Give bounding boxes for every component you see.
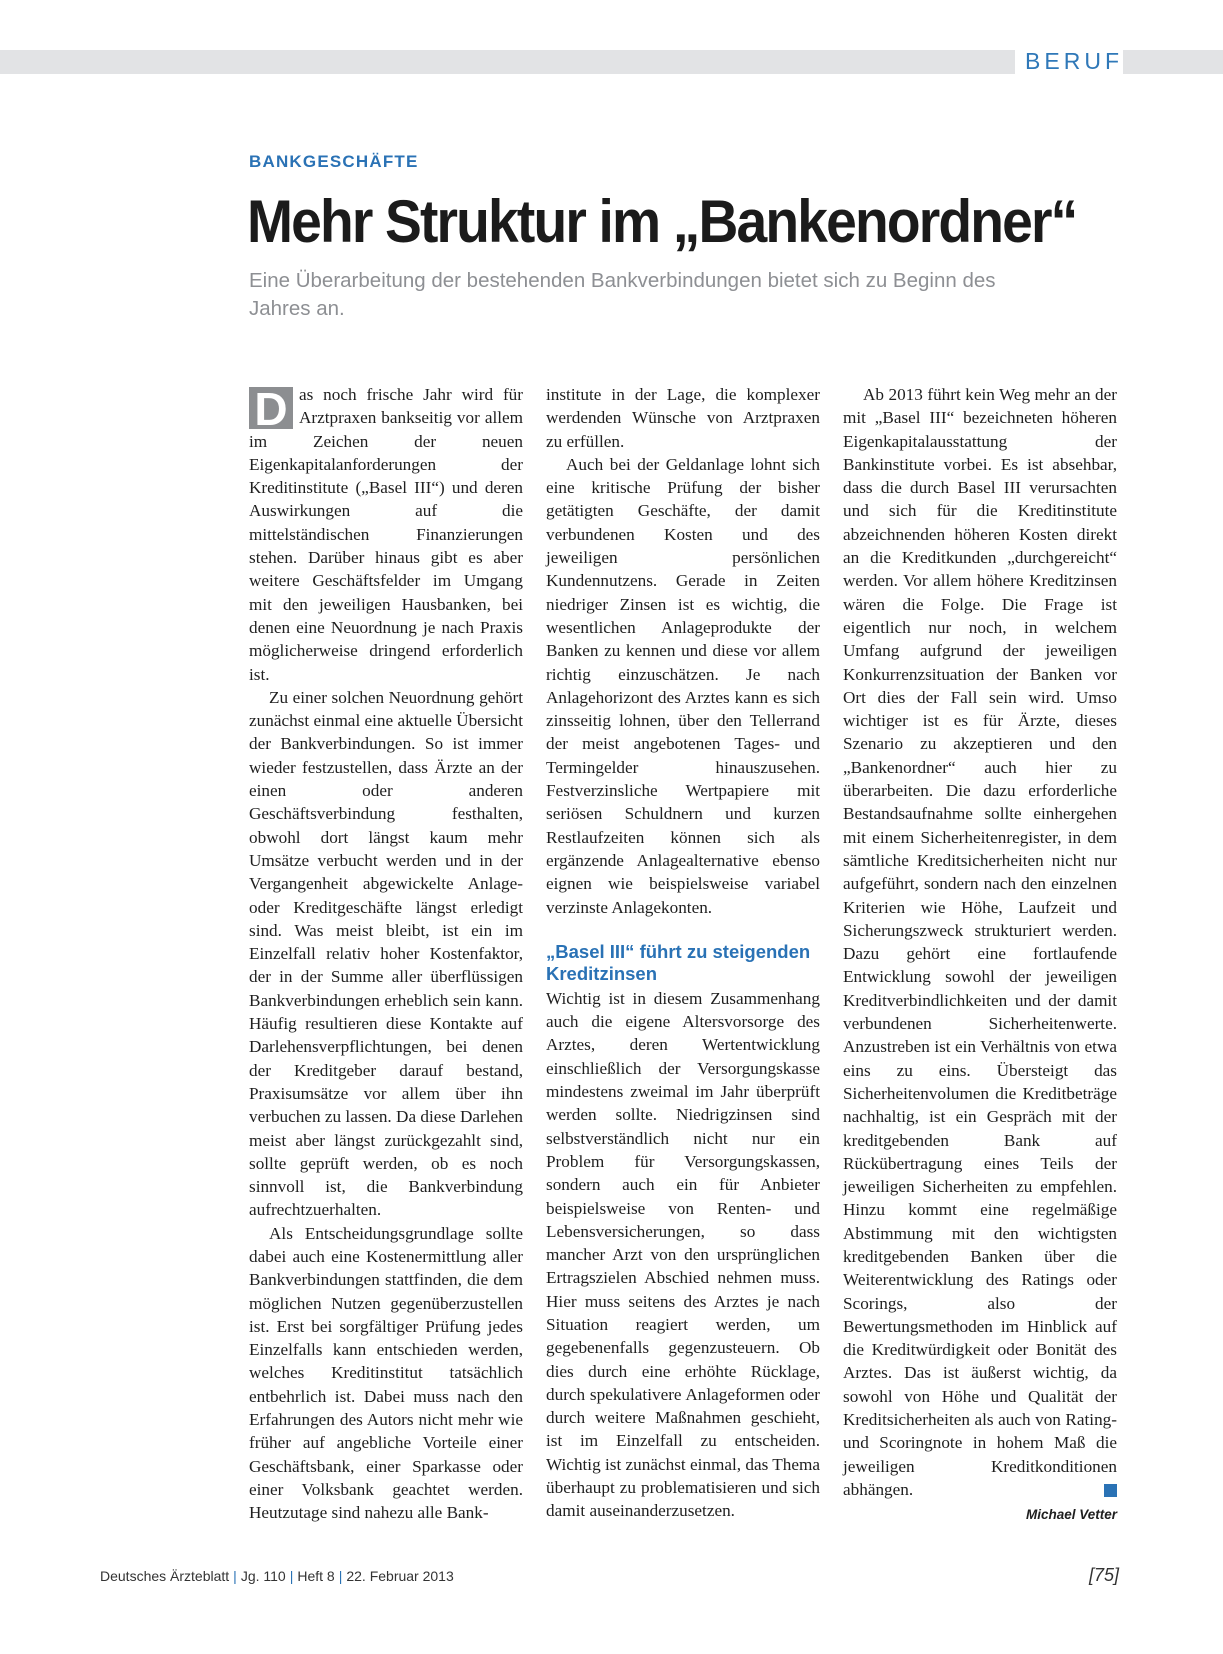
footer-citation — [100, 1568, 454, 1584]
section-label: BERUF — [1015, 46, 1123, 76]
paragraph — [249, 383, 523, 686]
section-subheading: „Basel III“ führt zu steigenden Kreditzinsen — [546, 940, 811, 984]
publication-date: 22. Februar 2013 — [346, 1568, 454, 1584]
column-3 — [843, 383, 1117, 1527]
volume: Jg. 110 — [240, 1568, 286, 1584]
separator: | — [233, 1568, 237, 1584]
separator: | — [289, 1568, 294, 1584]
column-1 — [249, 383, 523, 1525]
paragraph: Zu einer solchen Neuordnung gehört zunächst einmal eine aktuelle Übersicht der Bankverbindungen. So ist immer wieder festzustellen, dass Ärzte an der einen oder anderen Geschäftsverbindung festhalten, obwohl dort längst kaum mehr Umsätze verbucht werden und in der Vergangenheit abgewickelte Anlage- oder Kreditgeschäfte längst erledigt sind. Was meist bleibt, ist ein im Einzelfall relativ hoher Kostenfaktor, der in der Summe aller überflüssigen Bankverbindungen erheblich sein kann. Häufig resultieren diese Kontakte auf Darlehensverpflichtungen, bei denen der Kreditgeber darauf bestand, Praxisumsätze vor allem über ihn verbuchen zu lassen. Da diese Darlehen meist aber längst zurückgezahlt sind, sollte geprüft werden, ob es noch sinnvoll ist, die Bankverbindung aufrechtzuerhalten. — [249, 687, 523, 1220]
article-kicker: BANKGESCHÄFTE — [249, 152, 419, 171]
article-subtitle: Eine Überarbeitung der bestehenden Bankverbindungen bietet sich zu Beginn des Jahres an. — [249, 269, 996, 320]
paragraph-text: as noch frische Jahr wird für Arztpraxen bankseitig vor allem im Zeichen der neuen Eigenkapitalanforderungen der Kreditinstitute („Basel III“) und deren Auswirkungen auf die mittelständischen Finanzierungen stehen. Darüber hinaus gibt es aber weitere Geschäftsfelder im Umgang mit den jeweiligen Hausbanken, bei denen eine Neuordnung je nach Praxis möglicherweise dringend erforderlich ist. — [249, 385, 523, 684]
page-number: [75] — [1088, 1565, 1119, 1585]
paragraph: Wichtig ist in diesem Zusammenhang auch die eigene Altersvorsorge des Arztes, deren Wertentwicklung einschließlich der Versorgungskasse mindestens zweimal im Jahr überprüft werden sollte. Niedrigzinsen sind selbstverständlich nicht nur ein Problem für Versorgungskassen, sondern auch ein für Anbieter beispielsweise von Renten- und Lebensversicherungen, so dass mancher Arzt von den ursprünglichen Ertragszielen Abschied nehmen muss. Hier muss seitens des Arztes je nach Situation reagiert werden, um gegebenenfalls gegenzusteuern. Ob dies durch eine erhöhte Rücklage, durch spekulativere Anlageformen oder durch weitere Maßnahmen geschieht, ist im Einzelfall zu entscheiden. Wichtig ist zunächst einmal, das Thema überhaupt zu problematisieren und sich damit auseinanderzusetzen. — [546, 988, 820, 1521]
paragraph — [843, 383, 1117, 1501]
end-of-article-mark — [1104, 1484, 1117, 1497]
separator: | — [338, 1568, 343, 1584]
paragraph: Auch bei der Geldanlage lohnt sich eine kritische Prüfung der bisher getätigten Geschäfte, der damit verbundenen Kosten und des jeweiligen persönlichen Kundennutzens. Gerade in Zeiten niedriger Zinsen ist es wichtig, die wesentlichen Anlageprodukte der Banken zu kennen und diese vor allem richtig einzuschätzen. Je nach Anlagehorizont des Arztes kann es sich zinsseitig lohnen, über den Tellerrand der meist angebotenen Tages- und Termingelder hinauszusehen. Festverzinsliche Wertpapiere mit seriösen Schuldnern und kurzen Restlaufzeiten können sich als ergänzende Anlagealternative ebenso eignen wie beispielsweise variabel verzinste Anlagekonten. — [546, 454, 820, 917]
journal-name: Deutsches Ärzteblatt — [100, 1568, 230, 1584]
paragraph: institute in der Lage, die komplexer werdenden Wünsche von Arztpraxen zu erfüllen. — [546, 385, 820, 451]
article-headline: Mehr Struktur im „Bankenordner“ — [247, 188, 1077, 255]
paragraph-text: Ab 2013 führt kein Weg mehr an der mit „Basel III“ bezeichneten höheren Eigenkapitalausstattung der Bankinstitute vorbei. Es ist absehbar, dass die durch Basel III verursachten und sich für die Kreditinstitute abzeichnenden höheren Kosten direkt an die Kreditkunden „durchgereicht“ werden. Vor allem höhere Kreditzinsen wären die Folge. Die Frage ist eigentlich nur noch, in welchem Umfang aufgrund der jeweiligen Konkurrenzsituation der Banken vor Ort dies der Fall sein wird. Umso wichtiger ist es für Ärzte, dieses Szenario zu akzeptieren und den „Bankenordner“ auch hier zu überarbeiten. Die dazu erforderliche Bestandsaufnahme sollte einhergehen mit einem Sicherheitenregister, in dem sämtliche Kreditsicherheiten nicht nur aufgeführt, sondern nach den einzelnen Kriterien wie Höhe, Laufzeit und Sicherungszweck strukturiert werden. Dazu gehört eine fortlaufende Entwicklung sowohl der jeweiligen Kreditverbindlichkeiten und der damit verbundenen Sicherheitenwerte. Anzustreben ist ein Verhältnis von etwa eins zu eins. Übersteigt das Sicherheitenvolumen die Kreditbeträge nachhaltig, ist ein Gespräch mit der kreditgebenden Bank auf Rückübertragung eines Teils der jeweiligen Sicherheiten zu empfehlen. Hinzu kommt eine regelmäßige Abstimmung mit den wichtigsten kreditgebenden Banken über die Weiterentwicklung des Ratings oder Scorings, also der Bewertungsmethoden im Hinblick auf die Kreditwürdigkeit oder Bonität des Arztes. Das ist äußerst wichtig, da sowohl von Höhe und Qualität der Kreditsicherheiten als auch von Rating- und Scoringnote in hohem Maß die jeweiligen Kreditkonditionen abhängen. — [843, 385, 1117, 1499]
paragraph: Als Entscheidungsgrundlage sollte dabei auch eine Kostenermittlung aller Bankverbindungen stattfinden, die dem möglichen Nutzen gegenüberzustellen ist. Erst bei sorgfältiger Prüfung jedes Einzelfalls kann entschieden werden, welches Kreditinstitut tatsächlich entbehrlich ist. Dabei muss nach den Erfahrungen des Autors nicht mehr wie früher auf angebliche Vorteile einer Geschäftsbank, einer Sparkasse oder einer Volksbank geachtet werden. Heutzutage sind nahezu alle Bank- — [249, 1223, 523, 1523]
column-2 — [546, 383, 820, 1523]
author-byline: Michael Vetter — [1025, 1507, 1117, 1523]
drop-cap: D — [249, 387, 293, 429]
issue: Heft 8 — [297, 1568, 335, 1584]
